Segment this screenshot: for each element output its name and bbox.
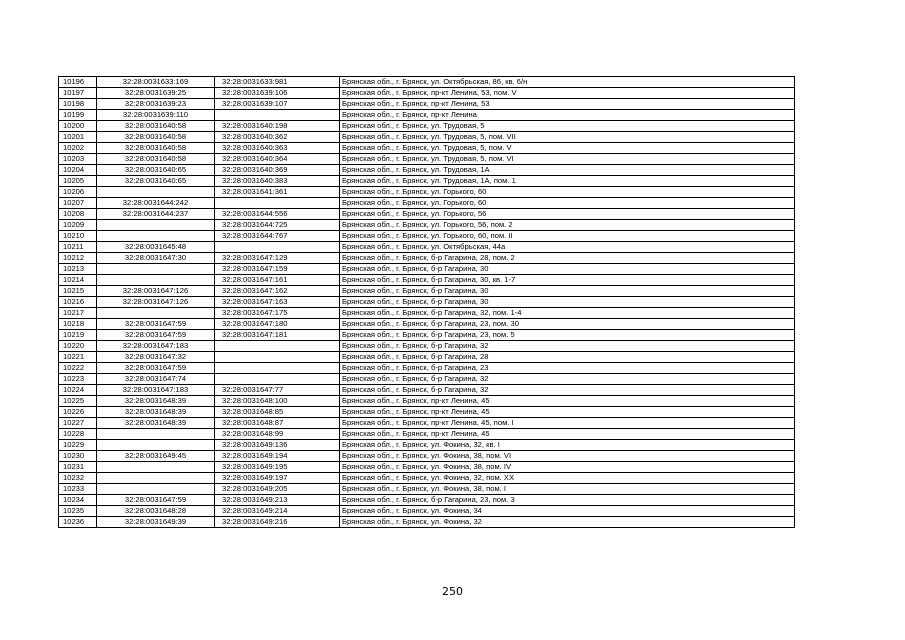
land-cadastral-number-cell: 32:28:0031648:39 bbox=[97, 396, 215, 407]
land-cadastral-number-cell: 32:28:0031649:39 bbox=[97, 517, 215, 528]
address-cell: Брянская обл., г. Брянск, ул. Горького, 60 bbox=[340, 187, 795, 198]
row-number-cell: 10230 bbox=[59, 451, 97, 462]
table-row bbox=[59, 396, 795, 407]
building-cadastral-number-cell: 32:28:0031641:361 bbox=[215, 187, 340, 198]
address-cell: Брянская обл., г. Брянск, б-р Гагарина, 32 bbox=[340, 385, 795, 396]
row-number-cell: 10201 bbox=[59, 132, 97, 143]
land-cadastral-number-cell bbox=[97, 429, 215, 440]
building-cadastral-number-cell: 32:28:0031647:163 bbox=[215, 297, 340, 308]
land-cadastral-number-cell bbox=[97, 440, 215, 451]
building-cadastral-number-cell bbox=[215, 352, 340, 363]
land-cadastral-number-cell: 32:28:0031647:59 bbox=[97, 495, 215, 506]
building-cadastral-number-cell: 32:28:0031649:205 bbox=[215, 484, 340, 495]
building-cadastral-number-cell: 32:28:0031647:159 bbox=[215, 264, 340, 275]
land-cadastral-number-cell: 32:28:0031647:30 bbox=[97, 253, 215, 264]
row-number-cell: 10219 bbox=[59, 330, 97, 341]
table-row bbox=[59, 176, 795, 187]
land-cadastral-number-cell: 32:28:0031648:39 bbox=[97, 418, 215, 429]
land-cadastral-number-cell: 32:28:0031647:32 bbox=[97, 352, 215, 363]
land-cadastral-number-cell: 32:28:0031640:58 bbox=[97, 132, 215, 143]
row-number-cell: 10199 bbox=[59, 110, 97, 121]
table-row bbox=[59, 275, 795, 286]
table-row bbox=[59, 506, 795, 517]
row-number-cell: 10229 bbox=[59, 440, 97, 451]
address-cell: Брянская обл., г. Брянск, ул. Октябрьская, 44а bbox=[340, 242, 795, 253]
land-cadastral-number-cell: 32:28:0031640:58 bbox=[97, 143, 215, 154]
land-cadastral-number-cell: 32:28:0031647:59 bbox=[97, 363, 215, 374]
table-row bbox=[59, 517, 795, 528]
table-row bbox=[59, 341, 795, 352]
row-number-cell: 10197 bbox=[59, 88, 97, 99]
row-number-cell: 10231 bbox=[59, 462, 97, 473]
address-cell: Брянская обл., г. Брянск, ул. Горького, 56, пом. 2 bbox=[340, 220, 795, 231]
row-number-cell: 10213 bbox=[59, 264, 97, 275]
row-number-cell: 10233 bbox=[59, 484, 97, 495]
land-cadastral-number-cell: 32:28:0031640:58 bbox=[97, 121, 215, 132]
land-cadastral-number-cell bbox=[97, 308, 215, 319]
table-row bbox=[59, 286, 795, 297]
row-number-cell: 10214 bbox=[59, 275, 97, 286]
land-cadastral-number-cell: 32:28:0031640:65 bbox=[97, 176, 215, 187]
land-cadastral-number-cell: 32:28:0031647:183 bbox=[97, 385, 215, 396]
table-row bbox=[59, 418, 795, 429]
land-cadastral-number-cell: 32:28:0031647:59 bbox=[97, 319, 215, 330]
table-row bbox=[59, 407, 795, 418]
row-number-cell: 10227 bbox=[59, 418, 97, 429]
row-number-cell: 10228 bbox=[59, 429, 97, 440]
land-cadastral-number-cell: 32:28:0031639:23 bbox=[97, 99, 215, 110]
address-cell: Брянская обл., г. Брянск, б-р Гагарина, 30, кв. 1-7 bbox=[340, 275, 795, 286]
row-number-cell: 10223 bbox=[59, 374, 97, 385]
building-cadastral-number-cell: 32:28:0031648:87 bbox=[215, 418, 340, 429]
building-cadastral-number-cell bbox=[215, 341, 340, 352]
table-row bbox=[59, 132, 795, 143]
address-cell: Брянская обл., г. Брянск, б-р Гагарина, 23, пом. 3 bbox=[340, 495, 795, 506]
land-cadastral-number-cell: 32:28:0031645:48 bbox=[97, 242, 215, 253]
row-number-cell: 10208 bbox=[59, 209, 97, 220]
row-number-cell: 10210 bbox=[59, 231, 97, 242]
building-cadastral-number-cell: 32:28:0031648:100 bbox=[215, 396, 340, 407]
row-number-cell: 10212 bbox=[59, 253, 97, 264]
land-cadastral-number-cell: 32:28:0031648:39 bbox=[97, 407, 215, 418]
building-cadastral-number-cell bbox=[215, 110, 340, 121]
row-number-cell: 10236 bbox=[59, 517, 97, 528]
building-cadastral-number-cell: 32:28:0031644:767 bbox=[215, 231, 340, 242]
land-cadastral-number-cell bbox=[97, 275, 215, 286]
building-cadastral-number-cell: 32:28:0031647:77 bbox=[215, 385, 340, 396]
land-cadastral-number-cell: 32:28:0031648:28 bbox=[97, 506, 215, 517]
row-number-cell: 10232 bbox=[59, 473, 97, 484]
building-cadastral-number-cell: 32:28:0031649:216 bbox=[215, 517, 340, 528]
address-cell: Брянская обл., г. Брянск, ул. Фокина, 38, пом. VI bbox=[340, 451, 795, 462]
address-cell: Брянская обл., г. Брянск, ул. Фокина, 32, пом. XX bbox=[340, 473, 795, 484]
address-cell: Брянская обл., г. Брянск, пр-кт Ленина, 53, пом. V bbox=[340, 88, 795, 99]
table-row bbox=[59, 253, 795, 264]
table-row bbox=[59, 110, 795, 121]
table-row bbox=[59, 99, 795, 110]
address-cell: Брянская обл., г. Брянск, б-р Гагарина, 23, пом. 5 bbox=[340, 330, 795, 341]
building-cadastral-number-cell: 32:28:0031640:369 bbox=[215, 165, 340, 176]
building-cadastral-number-cell: 32:28:0031640:198 bbox=[215, 121, 340, 132]
row-number-cell: 10202 bbox=[59, 143, 97, 154]
building-cadastral-number-cell: 32:28:0031647:175 bbox=[215, 308, 340, 319]
table-row bbox=[59, 264, 795, 275]
building-cadastral-number-cell: 32:28:0031640:362 bbox=[215, 132, 340, 143]
table-row bbox=[59, 363, 795, 374]
land-cadastral-number-cell bbox=[97, 187, 215, 198]
table-row bbox=[59, 308, 795, 319]
table-row bbox=[59, 231, 795, 242]
table-row bbox=[59, 88, 795, 99]
table-row bbox=[59, 385, 795, 396]
row-number-cell: 10203 bbox=[59, 154, 97, 165]
page-number: 250 bbox=[442, 585, 463, 598]
building-cadastral-number-cell: 32:28:0031640:364 bbox=[215, 154, 340, 165]
table-row bbox=[59, 330, 795, 341]
address-cell: Брянская обл., г. Брянск, ул. Трудовая, 5, пом. V bbox=[340, 143, 795, 154]
row-number-cell: 10198 bbox=[59, 99, 97, 110]
land-cadastral-number-cell bbox=[97, 231, 215, 242]
building-cadastral-number-cell: 32:28:0031649:213 bbox=[215, 495, 340, 506]
address-cell: Брянская обл., г. Брянск, ул. Фокина, 38, пом. IV bbox=[340, 462, 795, 473]
table-body bbox=[59, 77, 795, 528]
address-cell: Брянская обл., г. Брянск, ул. Горького, 60, пом. II bbox=[340, 231, 795, 242]
building-cadastral-number-cell: 32:28:0031639:107 bbox=[215, 99, 340, 110]
land-cadastral-number-cell bbox=[97, 484, 215, 495]
table-row bbox=[59, 352, 795, 363]
building-cadastral-number-cell bbox=[215, 363, 340, 374]
table-row bbox=[59, 209, 795, 220]
building-cadastral-number-cell: 32:28:0031639:106 bbox=[215, 88, 340, 99]
address-cell: Брянская обл., г. Брянск, ул. Фокина, 34 bbox=[340, 506, 795, 517]
building-cadastral-number-cell: 32:28:0031647:162 bbox=[215, 286, 340, 297]
address-cell: Брянская обл., г. Брянск, ул. Фокина, 38, пом. I bbox=[340, 484, 795, 495]
building-cadastral-number-cell: 32:28:0031649:195 bbox=[215, 462, 340, 473]
table-row bbox=[59, 429, 795, 440]
address-cell: Брянская обл., г. Брянск, б-р Гагарина, 28 bbox=[340, 352, 795, 363]
row-number-cell: 10196 bbox=[59, 77, 97, 88]
address-cell: Брянская обл., г. Брянск, ул. Трудовая, 5, пом. VI bbox=[340, 154, 795, 165]
table-row bbox=[59, 121, 795, 132]
address-cell: Брянская обл., г. Брянск, б-р Гагарина, 30 bbox=[340, 297, 795, 308]
address-cell: Брянская обл., г. Брянск, пр-кт Ленина, 45, пом. I bbox=[340, 418, 795, 429]
table-row bbox=[59, 374, 795, 385]
table-row bbox=[59, 242, 795, 253]
row-number-cell: 10216 bbox=[59, 297, 97, 308]
row-number-cell: 10211 bbox=[59, 242, 97, 253]
address-cell: Брянская обл., г. Брянск, б-р Гагарина, 28, пом. 2 bbox=[340, 253, 795, 264]
land-cadastral-number-cell bbox=[97, 220, 215, 231]
land-cadastral-number-cell: 32:28:0031647:59 bbox=[97, 330, 215, 341]
table-row bbox=[59, 495, 795, 506]
row-number-cell: 10206 bbox=[59, 187, 97, 198]
land-cadastral-number-cell: 32:28:0031647:183 bbox=[97, 341, 215, 352]
row-number-cell: 10225 bbox=[59, 396, 97, 407]
address-cell: Брянская обл., г. Брянск, ул. Трудовая, 1А, пом. 1 bbox=[340, 176, 795, 187]
row-number-cell: 10200 bbox=[59, 121, 97, 132]
building-cadastral-number-cell: 32:28:0031644:725 bbox=[215, 220, 340, 231]
table-row bbox=[59, 319, 795, 330]
row-number-cell: 10205 bbox=[59, 176, 97, 187]
address-cell: Брянская обл., г. Брянск, ул. Горького, 56 bbox=[340, 209, 795, 220]
address-cell: Брянская обл., г. Брянск, ул. Фокина, 32 bbox=[340, 517, 795, 528]
address-cell: Брянская обл., г. Брянск, б-р Гагарина, 32 bbox=[340, 374, 795, 385]
building-cadastral-number-cell: 32:28:0031640:383 bbox=[215, 176, 340, 187]
table-row bbox=[59, 297, 795, 308]
row-number-cell: 10226 bbox=[59, 407, 97, 418]
table-row bbox=[59, 473, 795, 484]
building-cadastral-number-cell: 32:28:0031648:85 bbox=[215, 407, 340, 418]
row-number-cell: 10218 bbox=[59, 319, 97, 330]
row-number-cell: 10234 bbox=[59, 495, 97, 506]
land-cadastral-number-cell: 32:28:0031647:126 bbox=[97, 297, 215, 308]
address-cell: Брянская обл., г. Брянск, пр-кт Ленина, 45 bbox=[340, 429, 795, 440]
table-row bbox=[59, 187, 795, 198]
address-cell: Брянская обл., г. Брянск, пр-кт Ленина bbox=[340, 110, 795, 121]
building-cadastral-number-cell: 32:28:0031633:981 bbox=[215, 77, 340, 88]
building-cadastral-number-cell: 32:28:0031644:556 bbox=[215, 209, 340, 220]
building-cadastral-number-cell: 32:28:0031648:99 bbox=[215, 429, 340, 440]
table-row bbox=[59, 462, 795, 473]
address-cell: Брянская обл., г. Брянск, б-р Гагарина, 23, пом. 30 bbox=[340, 319, 795, 330]
land-cadastral-number-cell bbox=[97, 264, 215, 275]
building-cadastral-number-cell: 32:28:0031649:214 bbox=[215, 506, 340, 517]
row-number-cell: 10209 bbox=[59, 220, 97, 231]
land-cadastral-number-cell: 32:28:0031644:237 bbox=[97, 209, 215, 220]
address-cell: Брянская обл., г. Брянск, пр-кт Ленина, 45 bbox=[340, 407, 795, 418]
land-cadastral-number-cell: 32:28:0031640:58 bbox=[97, 154, 215, 165]
land-cadastral-number-cell: 32:28:0031647:74 bbox=[97, 374, 215, 385]
address-cell: Брянская обл., г. Брянск, б-р Гагарина, 30 bbox=[340, 264, 795, 275]
table-row bbox=[59, 143, 795, 154]
row-number-cell: 10221 bbox=[59, 352, 97, 363]
address-cell: Брянская обл., г. Брянск, ул. Фокина, 32, кв. I bbox=[340, 440, 795, 451]
building-cadastral-number-cell bbox=[215, 374, 340, 385]
row-number-cell: 10222 bbox=[59, 363, 97, 374]
land-cadastral-number-cell: 32:28:0031640:65 bbox=[97, 165, 215, 176]
row-number-cell: 10207 bbox=[59, 198, 97, 209]
row-number-cell: 10215 bbox=[59, 286, 97, 297]
row-number-cell: 10204 bbox=[59, 165, 97, 176]
building-cadastral-number-cell: 32:28:0031649:136 bbox=[215, 440, 340, 451]
building-cadastral-number-cell: 32:28:0031640:363 bbox=[215, 143, 340, 154]
address-cell: Брянская обл., г. Брянск, ул. Октябрьская, 86, кв. 6/н bbox=[340, 77, 795, 88]
table-row bbox=[59, 484, 795, 495]
row-number-cell: 10224 bbox=[59, 385, 97, 396]
row-number-cell: 10235 bbox=[59, 506, 97, 517]
land-cadastral-number-cell: 32:28:0031647:126 bbox=[97, 286, 215, 297]
address-cell: Брянская обл., г. Брянск, ул. Трудовая, 1А bbox=[340, 165, 795, 176]
address-cell: Брянская обл., г. Брянск, б-р Гагарина, 23 bbox=[340, 363, 795, 374]
building-cadastral-number-cell bbox=[215, 198, 340, 209]
table-row bbox=[59, 198, 795, 209]
table-row bbox=[59, 220, 795, 231]
building-cadastral-number-cell: 32:28:0031647:161 bbox=[215, 275, 340, 286]
building-cadastral-number-cell: 32:28:0031647:181 bbox=[215, 330, 340, 341]
address-cell: Брянская обл., г. Брянск, пр-кт Ленина, 45 bbox=[340, 396, 795, 407]
building-cadastral-number-cell bbox=[215, 242, 340, 253]
building-cadastral-number-cell: 32:28:0031649:194 bbox=[215, 451, 340, 462]
land-cadastral-number-cell: 32:28:0031649:45 bbox=[97, 451, 215, 462]
building-cadastral-number-cell: 32:28:0031647:180 bbox=[215, 319, 340, 330]
address-cell: Брянская обл., г. Брянск, б-р Гагарина, 32 bbox=[340, 341, 795, 352]
address-cell: Брянская обл., г. Брянск, ул. Горького, 60 bbox=[340, 198, 795, 209]
table-row bbox=[59, 77, 795, 88]
row-number-cell: 10220 bbox=[59, 341, 97, 352]
address-cell: Брянская обл., г. Брянск, ул. Трудовая, 5 bbox=[340, 121, 795, 132]
land-cadastral-number-cell bbox=[97, 462, 215, 473]
row-number-cell: 10217 bbox=[59, 308, 97, 319]
land-cadastral-number-cell: 32:28:0031639:25 bbox=[97, 88, 215, 99]
table-row bbox=[59, 451, 795, 462]
address-cell: Брянская обл., г. Брянск, б-р Гагарина, 30 bbox=[340, 286, 795, 297]
land-cadastral-number-cell bbox=[97, 473, 215, 484]
address-cell: Брянская обл., г. Брянск, ул. Трудовая, 5, пом. VII bbox=[340, 132, 795, 143]
cadastral-table bbox=[58, 76, 795, 528]
address-cell: Брянская обл., г. Брянск, пр-кт Ленина, 53 bbox=[340, 99, 795, 110]
land-cadastral-number-cell: 32:28:0031639:110 bbox=[97, 110, 215, 121]
table-row bbox=[59, 154, 795, 165]
table-row bbox=[59, 440, 795, 451]
land-cadastral-number-cell: 32:28:0031644:242 bbox=[97, 198, 215, 209]
table-row bbox=[59, 165, 795, 176]
land-cadastral-number-cell: 32:28:0031633:169 bbox=[97, 77, 215, 88]
building-cadastral-number-cell: 32:28:0031647:129 bbox=[215, 253, 340, 264]
building-cadastral-number-cell: 32:28:0031649:197 bbox=[215, 473, 340, 484]
address-cell: Брянская обл., г. Брянск, б-р Гагарина, 32, пом. 1-4 bbox=[340, 308, 795, 319]
